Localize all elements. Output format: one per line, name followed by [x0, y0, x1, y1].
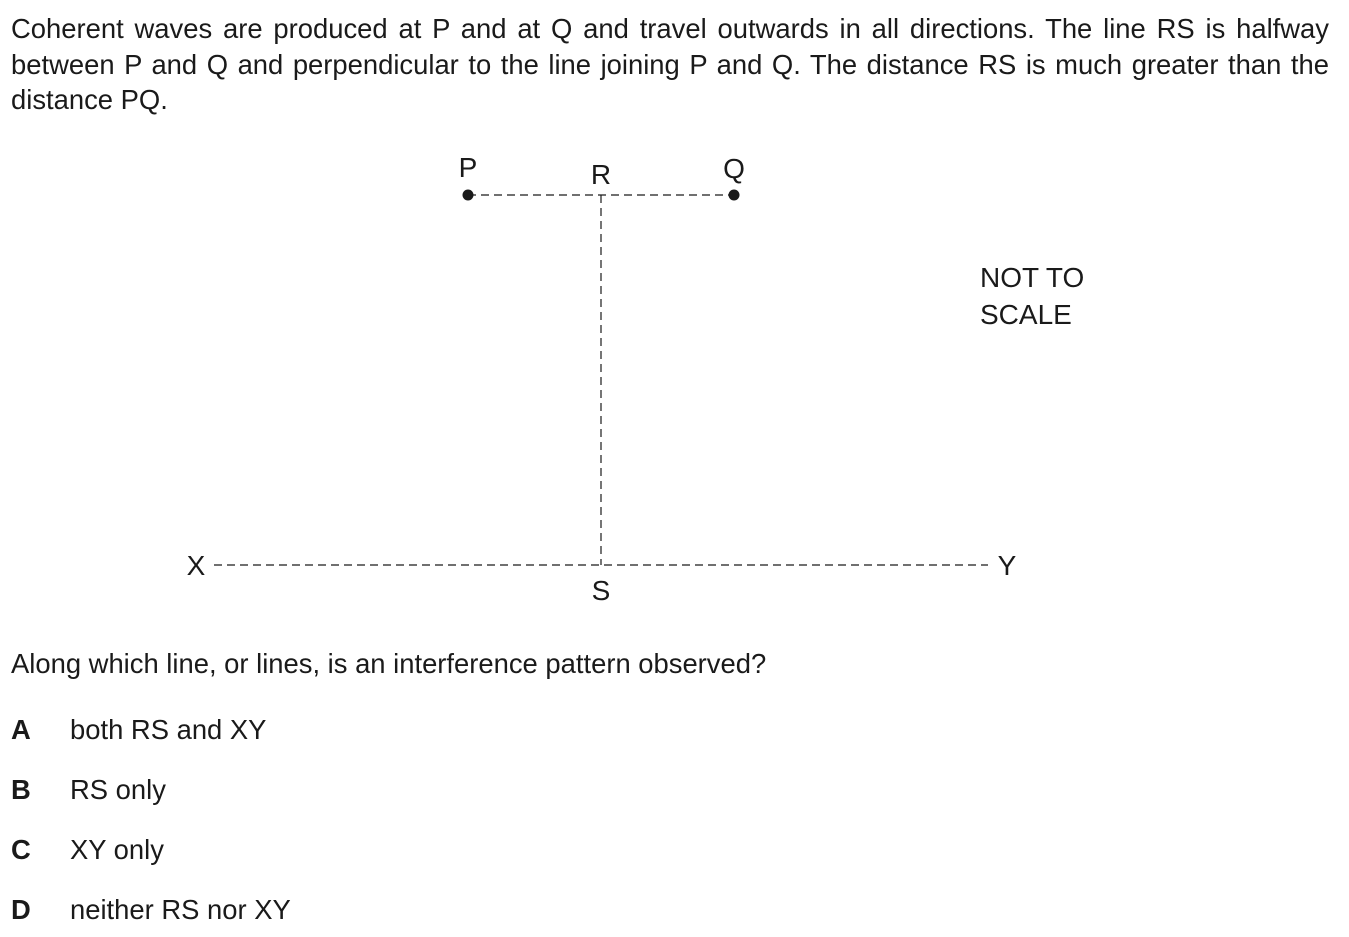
answer-option-a[interactable]	[11, 712, 266, 747]
option-text: neither RS nor XY	[70, 894, 291, 925]
question-prompt: Along which line, or lines, is an interference pattern observed?	[11, 648, 767, 679]
question-stem: Coherent waves are produced at P and at Q and travel outwards in all directions. The line RS is halfway between P and Q and perpendicular to the line joining P and Q. The distance RS is much greater than the distance PQ.	[11, 13, 1329, 115]
option-text: XY only	[70, 834, 164, 865]
not-to-scale-note-line1: NOT TO	[980, 262, 1085, 293]
label-p: P	[458, 152, 478, 183]
label-x: X	[186, 550, 206, 581]
label-r: R	[590, 159, 612, 190]
answer-option-d[interactable]	[11, 892, 291, 927]
answer-option-b[interactable]	[11, 772, 166, 807]
option-letter: A	[11, 714, 31, 745]
not-to-scale-note-line2: SCALE	[980, 299, 1072, 330]
label-s: S	[591, 575, 611, 606]
label-q: Q	[723, 153, 745, 184]
option-text: RS only	[70, 774, 166, 805]
answer-option-c[interactable]	[11, 832, 164, 867]
option-letter: C	[11, 834, 31, 865]
source-point-q	[729, 190, 740, 201]
option-letter: B	[11, 774, 31, 805]
label-y: Y	[997, 550, 1017, 581]
option-letter: D	[11, 894, 31, 925]
option-text: both RS and XY	[70, 714, 267, 745]
source-point-p	[463, 190, 474, 201]
